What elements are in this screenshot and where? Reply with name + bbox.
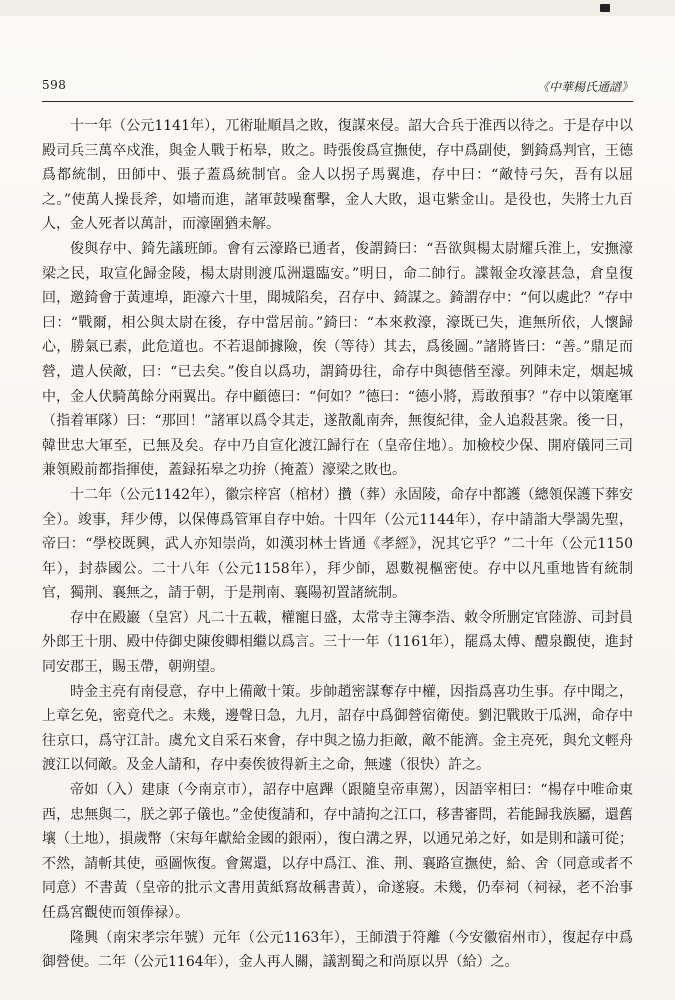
header-rule — [42, 101, 633, 102]
paragraph: 俊與存中、錡先議班師。會有云濠路已通者，俊謂錡曰：“吾欲與楊太尉耀兵淮上，安撫濠梁之民，取宣化歸金陵，楊太尉則渡瓜洲還臨安。”明日，命二帥行。諜報金攻濠甚急，倉皇復回，邀錡會于黃連埠，距濠六十里，聞城陷矣，召存中、錡謀之。錡謂存中：“何以處此？”存中曰：“戰爾，相公與太尉在後，存中當居前。”錡曰：“本來救濠，濠既已失，進無所依，人懷歸心，勝氣已素，此危道也。不若退師據險，俟（等待）其去，爲後圖。”諸將皆曰：“善。”鼎足而營，遣人侯敵，曰：“已去矣。”俊自以爲功，謂錡毋往，命存中與德偕至濠。列陣未定，烟起城中，金人伏騎萬餘分兩翼出。存中顧德曰：“何如？”德曰：“德小將，焉敢預事？”存中以策麾軍（指着軍隊）曰：“那回！”諸軍以爲令其走，遂散亂南奔，無復紀律，金人追殺甚衆。後一日，韓世忠大軍至，已無及矣。存中乃自宣化渡江歸行在（皇帝住地）。加檢校少保、開府儀同三司兼領殿前都指揮使，蓋録拓皋之功拚（掩蓋）濠梁之敗也。 — [42, 240, 633, 479]
paragraph: 十二年（公元1142年），徽宗梓宮（棺材）攢（葬）永固陵，命存中都護（總領保護下葬安全）。竣事，拜少傅，以保傳爲管軍自存中始。十四年（公元1144年），存中請詣大學謁先聖，帝曰：“學校既興，武人亦知崇尚，如漢羽林士皆通《孝經》，況其它乎？”二十年（公元1150年），封恭國公。二十八年（公元1158年），拜少師，恩數視樞密使。存中以凡重地皆有統制官，獨荆、襄無之，請于朝，于是荆南、襄陽初置諸統制。 — [42, 486, 633, 602]
paragraph: 存中在殿巖（皇宮）凡二十五載，權寵日盛，太常寺主簿李浩、敕令所删定官陸游、司封員外郎王十朋、殿中侍御史陳俊卿相繼以爲言。三十一年（1161年），罷爲太傅、醴泉觀使，進封同安郡王，賜玉帶，朝朔望。 — [42, 609, 633, 676]
running-title: 《中華楊氏通譜》 — [536, 80, 633, 94]
page-number: 598 — [42, 78, 67, 92]
paragraph: 時金主亮有南侵意，存中上備敵十策。步帥趙密謀奪存中權，因指爲喜功生事。存中聞之，上章乞免，密竟代之。未幾，邊聲日急，九月，詔存中爲御營宿衛使。劉汜戰敗于瓜洲，命存中往京口，爲守江計。虞允文自采石來會，存中與之協力拒敵，敵不能濟。金主亮死，與允文輕舟渡江以伺敵。及金人請和，存中奏俟彼得新主之命，無遽（很快）許之。 — [42, 683, 633, 774]
page-header — [42, 78, 633, 100]
scan-mark — [600, 4, 610, 12]
paragraph: 十一年（公元1141年），兀術耻順昌之敗，復謀來侵。詔大合兵于淮西以待之。于是存中以殿司兵三萬卒戍淮，與金人戰于柘皋，敗之。時張俊爲宣撫使，存中爲副使，劉錡爲判官，王德爲都統制，田師中、張子蓋爲統制官。金人以拐子馬翼進，存中曰：“敵恃弓矢，吾有以屈之。”使萬人操長斧，如墻而進，諸軍鼓噪奮擊，金人大敗，退屯紫金山。是役也，失將士九百人，金人死者以萬計，而濠圍猶未解。 — [42, 118, 633, 233]
scan-top-edge — [0, 0, 675, 16]
paragraph: 隆興（南宋孝宗年號）元年（公元1163年），王師潰于符離（今安徽宿州市），復起存中爲御營使。二年（公元1164年），金人再人關，議割蜀之和尚原以畀（給）之。 — [42, 929, 633, 971]
body-text — [42, 114, 633, 990]
paragraph: 帝如（入）建康（今南京市），詔存中扈蹕（跟隨皇帝車駕），因語宰相曰：“楊存中唯命東西，忠無與二，朕之郭子儀也。”金使復請和，存中請拘之江口，移書審問，若能歸我族屬，還舊壤（土地），損歲幣（宋每年獻給金國的銀兩），復白溝之界，以通兄弟之好，如是則和議可從；不然，請斬其使，亟圖恢復。會駕還，以存中爲江、淮、荆、襄路宣撫使，給、舍（同意或者不同意）不書黃（皇帝的批示文書用黃紙寫故稱書黃），命遂寢。未幾，仍奉祠（祠禄，老不治事任爲宮觀使而領俸禄）。 — [42, 782, 633, 921]
